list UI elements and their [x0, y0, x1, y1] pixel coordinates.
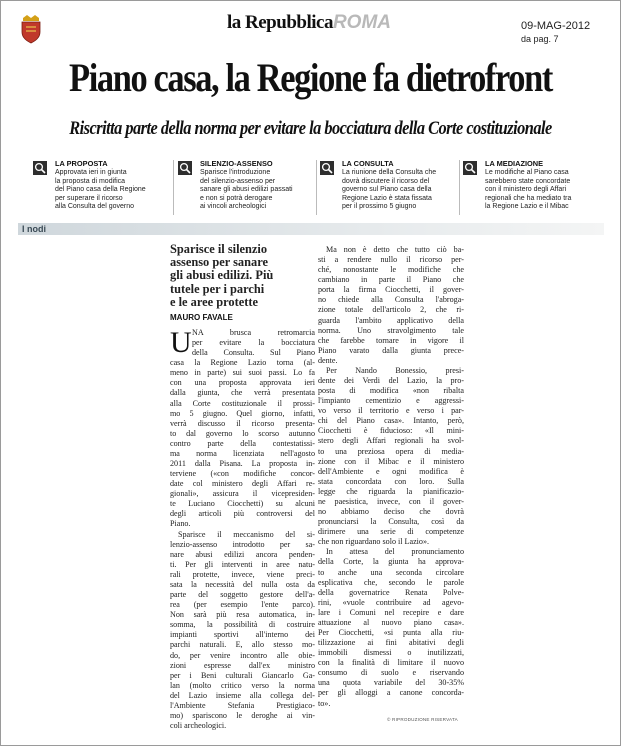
- article-line: del Lazio insieme alla collega del-: [170, 690, 315, 700]
- article-line: legge che riguarda la pianificazio-: [318, 486, 464, 496]
- article-line: porta la firma Ciocchetti, il gover-: [318, 285, 464, 295]
- magnifier-icon: [33, 161, 47, 175]
- article-line: ché, nonostante le modifiche che: [318, 265, 464, 275]
- masthead-city: ROMA: [332, 12, 392, 33]
- article-line: to».: [318, 698, 331, 708]
- article-line: sata la necessità del nulla osta da: [170, 579, 315, 589]
- article-line: Piano varato dalla giunta prece-: [318, 345, 464, 355]
- article-line: date col ministero degli Affari re-: [170, 479, 315, 489]
- article-line: somma, la possibilità di costruire: [170, 620, 315, 630]
- article-line: Sparisce il meccanismo del si-: [178, 529, 315, 539]
- article-line: ti. Per gli interventi in aree natu-: [170, 559, 315, 569]
- article-line: zioni espresse dall'ex ministro: [170, 660, 315, 670]
- article-line: lare i Comuni nel recepire e dare: [318, 607, 464, 617]
- summary-line: la proposta di modifica: [55, 177, 126, 185]
- article-line: In attesa del pronunciamento: [326, 547, 464, 557]
- author-byline: MAURO FAVALE: [170, 313, 233, 322]
- article-line: alla Corte costituzionale il prossi-: [170, 398, 315, 408]
- article-line: esplicativa che, secondo le parole: [318, 577, 464, 587]
- article-line: to anche una seconda circolare: [318, 567, 464, 577]
- article-line: degli articoli più controversi del: [170, 509, 315, 519]
- article-line: zione con il Mibac e il ministero: [318, 456, 464, 466]
- summary-line: governo sul Piano casa della: [342, 186, 432, 194]
- summary-line: con il ministero degli Affari: [485, 186, 567, 194]
- article-line: to dal governo lo scorso autunno: [170, 428, 315, 438]
- article-line: mo 5 giugno. Quel giorno, infatti,: [170, 408, 315, 418]
- summary-line: Regione Lazio è stata fissata: [342, 194, 432, 202]
- summary-line: la Regione Lazio e il Mibac: [485, 203, 569, 211]
- article-line: contro parte della contestatissi-: [170, 438, 315, 448]
- summary-title: SILENZIO-ASSENSO: [200, 159, 273, 168]
- article-line: Per Ciocchetti, «si punta alla riu-: [318, 627, 464, 637]
- article-line: consumo di suolo e riservando: [318, 668, 464, 678]
- clipping-date: 09-MAG-2012: [521, 20, 591, 32]
- summary-line: dovrà discutere il ricorso del: [342, 177, 430, 185]
- article-line: casa la Regione Lazio torna (al-: [170, 358, 315, 368]
- article-line: impianti sportivi all'interno dei: [170, 630, 315, 640]
- article-line: per i Beni culturali Giancarlo Ga-: [170, 670, 315, 680]
- article-line: per evitare la bocciatura: [192, 338, 315, 348]
- summary-silenzio-assenso: [178, 157, 326, 215]
- summary-line: La riunione della Consulta che: [342, 169, 437, 176]
- article-title-line: tutele per i parchi: [170, 281, 265, 296]
- article-title-line: e le aree protette: [170, 294, 258, 309]
- article-line: che farebbe tornare in vigore il: [318, 335, 464, 345]
- page-reference: da pag. 7: [521, 34, 559, 44]
- article-line: Piano.: [170, 519, 191, 529]
- magnifier-icon: [320, 161, 334, 175]
- article-line: della Consulta. Sul Piano: [192, 348, 315, 358]
- headline: Piano casa, la Regione fa dietrofront: [69, 55, 552, 100]
- article-line: norma. Uno stravolgimento tale: [318, 325, 464, 335]
- article-line: terviene («con modifiche concor-: [170, 469, 315, 479]
- summary-line: sanare gli abusi edilizi passati: [200, 186, 293, 194]
- article-line: una quota variabile del 30-35%: [318, 678, 464, 688]
- divider: [459, 160, 460, 215]
- article-line: vo verso il territorio e verso i par-: [318, 406, 464, 416]
- summary-consulta: [320, 157, 468, 215]
- article-line: l'impianto cementizio e aggressi-: [318, 396, 464, 406]
- subheadline: Riscritta parte della norma per evitare la bocciatura della Corte costituzionale: [69, 118, 552, 139]
- article-line: Ma non è detto che tutto ciò ba-: [326, 245, 464, 254]
- divider: [173, 160, 174, 215]
- summary-body: [342, 169, 467, 212]
- article-line: coli archeologici.: [170, 721, 227, 731]
- article-line: zione totale dell'articolo 2, che ri-: [318, 305, 464, 315]
- article-line: guarda l'ambito applicativo della: [318, 315, 464, 325]
- summary-line: del silenzio-assenso per: [200, 177, 276, 185]
- article-line: Non sarà più resa automatica, in-: [170, 610, 315, 620]
- article-line: ne paesistica, invece, con il gover-: [318, 496, 464, 506]
- summary-line: ai vincoli archeologici: [200, 203, 267, 211]
- summary-mediazione: [463, 157, 611, 215]
- article-line: 2011 dalla Pisana. La proposta in-: [170, 459, 315, 469]
- section-label: I nodi: [22, 224, 46, 234]
- article-line: NA brusca retromarcia: [192, 328, 315, 337]
- article-line: Ciocchetti è fiducioso: «Il mini-: [318, 426, 464, 436]
- summary-proposta: [33, 157, 181, 215]
- article-line: rini, «vuole contribuire ad agevo-: [318, 597, 464, 607]
- summary-line: sarebbero state concordate: [485, 177, 571, 185]
- article-line: sti a rendere nullo il ricorso per-: [318, 255, 464, 265]
- summary-line: per superare il ricorso: [55, 194, 123, 202]
- article-line: immobili dismessi o inutilizzati,: [318, 648, 464, 658]
- article-line: pronunciarsi la Consulta, così da: [318, 517, 464, 527]
- article-line: dalla giunta, che verrà presentata: [170, 388, 315, 398]
- article-line: no chiede alla Consulta l'abroga-: [318, 295, 464, 305]
- article-line: meno in parte) sui suoi passi. Lo fa: [170, 368, 315, 378]
- summary-line: del Piano casa della Regione: [55, 186, 146, 194]
- article-line: lenzio-assenso introdotto per sa-: [170, 539, 315, 549]
- article-title-line: assenso per sanare: [170, 255, 268, 270]
- roma-crest-icon: [20, 14, 42, 44]
- section-bar: [18, 223, 604, 235]
- article-line: verrà discusso il ricorso presenta-: [170, 418, 315, 428]
- article-line: posta di modifica «non ribalta: [318, 386, 464, 396]
- article-line: chi del Piano casa». Intanto, però,: [318, 416, 464, 426]
- article-line: dell'Ambiente e ogni modifica è: [318, 466, 464, 476]
- article-line: dente.: [318, 355, 338, 365]
- article-line: stata concordata con loro. Sulla: [318, 476, 464, 486]
- summary-title: LA MEDIAZIONE: [485, 159, 544, 168]
- article-line: gionali», assicura il vicepresiden-: [170, 489, 315, 499]
- summary-line: alla Consulta del governo: [55, 203, 134, 211]
- article-line: nare abusi edilizi ancora penden-: [170, 549, 315, 559]
- article-line: per gli alloggi a canone concorda-: [318, 688, 464, 698]
- summary-line: per il prossimo 5 giugno: [342, 203, 417, 211]
- article-title-line: Sparisce il silenzio: [170, 242, 268, 256]
- masthead: [227, 12, 391, 34]
- article-line: che non riguardano solo il Lazio».: [318, 537, 430, 547]
- article-line: to una preziosa opera di media-: [318, 446, 464, 456]
- masthead-paper: la Repubblica: [227, 12, 333, 33]
- summary-line: Sparisce l'introduzione: [200, 169, 271, 176]
- summary-title: LA PROPOSTA: [55, 159, 108, 168]
- summary-line: e non si potrà derogare: [200, 194, 273, 202]
- article-line: attuazione al nuovo piano casa».: [318, 617, 464, 627]
- article-line: con la finalità di limitare il nuovo: [318, 658, 464, 668]
- summary-body: [55, 169, 180, 212]
- article-line: tilizzazione ai fini abitativi degli: [318, 638, 464, 648]
- summary-body: [200, 169, 325, 212]
- article-line: della governatrice Renata Polve-: [318, 587, 464, 597]
- divider: [316, 160, 317, 215]
- article-line: parte del soggetto gestore dell'a-: [170, 590, 315, 600]
- summary-line: Approvata ieri in giunta: [55, 169, 127, 176]
- article-line: con una proposta approvata ieri: [170, 378, 315, 388]
- article-line: stero degli Affari regionali ha svol-: [318, 436, 464, 446]
- article-line: no abbiamo deciso che dovrà: [318, 507, 464, 517]
- summary-title: LA CONSULTA: [342, 159, 394, 168]
- article-line: l'Ambiente Stefania Prestigiaco-: [170, 700, 315, 710]
- article-line: ma norma licenziata nell'agosto: [170, 448, 315, 458]
- article-column-1: [170, 328, 315, 738]
- summary-line: regionali che ha mediato tra: [485, 194, 572, 202]
- article-line: rea (per esempio l'ente parco).: [170, 600, 315, 610]
- article-line: dente dei Verdi del Lazio, la pro-: [318, 376, 464, 386]
- article-line: dirimere una serie di competenze: [318, 527, 464, 537]
- magnifier-icon: [463, 161, 477, 175]
- article-title: [170, 243, 310, 309]
- article-line: te Luciano Ciocchetti) su alcuni: [170, 499, 315, 509]
- magnifier-icon: [178, 161, 192, 175]
- drop-cap: U: [170, 326, 192, 359]
- article-line: cambiano in parte il Piano che: [318, 275, 464, 285]
- article-line: do, per venire incontro alle obie-: [170, 650, 315, 660]
- article-line: Per Nando Bonessio, presi-: [326, 365, 464, 375]
- article-line: parchi naturali. E, allo stesso mo-: [170, 640, 315, 650]
- article-line: lan (molto critico verso la norma: [170, 680, 315, 690]
- article-title-line: gli abusi edilizi. Più: [170, 268, 274, 283]
- article-line: rali protette, invece, viene preci-: [170, 569, 315, 579]
- summary-line: Le modifiche al Piano casa: [485, 169, 569, 176]
- summary-body: [485, 169, 610, 212]
- article-line: della Corte, la giunta ha approva-: [318, 557, 464, 567]
- copyright-notice: © RIPRODUZIONE RISERVATA: [387, 717, 458, 722]
- article-column-2: [318, 245, 464, 715]
- article-line: mo) spariscono le deroghe ai vin-: [170, 710, 315, 720]
